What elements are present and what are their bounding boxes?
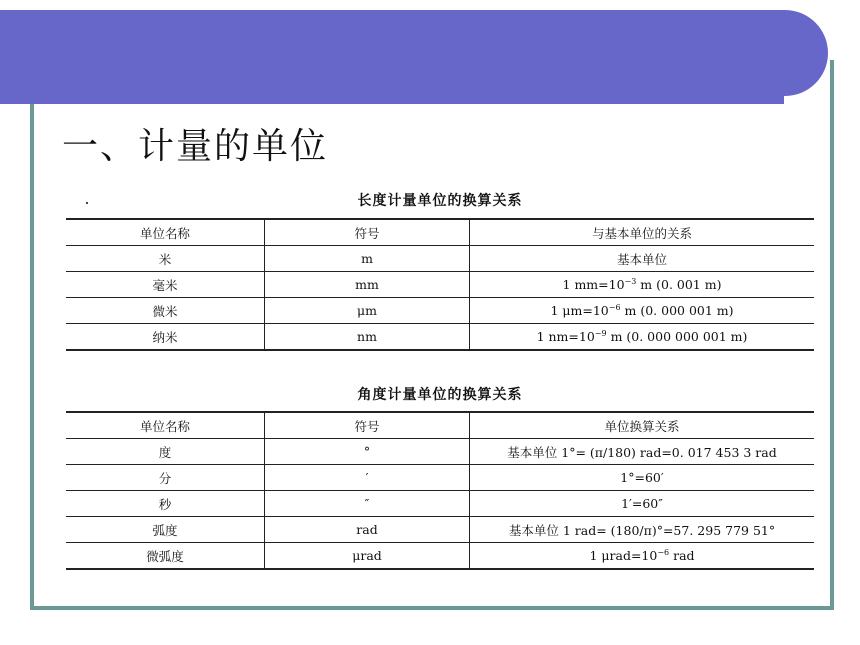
table-row bbox=[66, 246, 814, 272]
table-row bbox=[66, 272, 814, 298]
column-header: 单位名称 bbox=[66, 412, 265, 439]
column-header: 单位名称 bbox=[66, 219, 265, 246]
header-underline bbox=[0, 96, 784, 104]
angle-table-caption: 角度计量单位的换算关系 bbox=[357, 387, 523, 403]
relation-exponent: −6 bbox=[657, 548, 670, 557]
unit-symbol-cell: ″ bbox=[265, 491, 470, 517]
relation-base: 1 μm=10 bbox=[550, 303, 609, 318]
unit-relation-cell: 基本单位 1 rad= (180/π)°=57. 295 779 51° bbox=[470, 517, 815, 543]
column-header: 单位换算关系 bbox=[470, 412, 815, 439]
relation-rest: m (0. 000 000 001 m) bbox=[606, 329, 748, 344]
table-row bbox=[66, 465, 814, 491]
table-header-row bbox=[66, 412, 814, 439]
unit-symbol-cell: μrad bbox=[265, 543, 470, 570]
unit-relation-cell: 基本单位 bbox=[470, 246, 815, 272]
unit-name-cell: 米 bbox=[66, 246, 265, 272]
table-row bbox=[66, 439, 814, 465]
length-table-caption: 长度计量单位的换算关系 bbox=[357, 193, 523, 209]
unit-relation-cell bbox=[470, 272, 815, 298]
relation-base: 1 μrad=10 bbox=[589, 548, 658, 563]
unit-symbol-cell: ° bbox=[265, 439, 470, 465]
relation-exponent: −3 bbox=[624, 277, 637, 286]
unit-symbol-cell: μm bbox=[265, 298, 470, 324]
relation-rest: rad bbox=[669, 548, 695, 563]
unit-relation-cell: 1°=60′ bbox=[470, 465, 815, 491]
unit-relation-cell bbox=[470, 543, 815, 570]
unit-name-cell: 秒 bbox=[66, 491, 265, 517]
column-header: 符号 bbox=[265, 412, 470, 439]
table-row bbox=[66, 517, 814, 543]
table-row bbox=[66, 298, 814, 324]
unit-relation-cell: 1′=60″ bbox=[470, 491, 815, 517]
relation-rest: m (0. 000 001 m) bbox=[620, 303, 734, 318]
unit-name-cell: 微米 bbox=[66, 298, 265, 324]
unit-name-cell: 弧度 bbox=[66, 517, 265, 543]
table-header-row bbox=[66, 219, 814, 246]
table-row bbox=[66, 324, 814, 351]
slide-title: 一、计量的单位 bbox=[62, 126, 329, 167]
relation-exponent: −6 bbox=[608, 303, 621, 312]
unit-name-cell: 度 bbox=[66, 439, 265, 465]
header-banner bbox=[0, 10, 828, 96]
unit-symbol-cell: rad bbox=[265, 517, 470, 543]
relation-exponent: −9 bbox=[594, 329, 607, 338]
length-table bbox=[66, 218, 814, 351]
unit-name-cell: 纳米 bbox=[66, 324, 265, 351]
unit-name-cell: 微弧度 bbox=[66, 543, 265, 570]
unit-symbol-cell: mm bbox=[265, 272, 470, 298]
unit-symbol-cell: nm bbox=[265, 324, 470, 351]
angle-table bbox=[66, 411, 814, 570]
table-row bbox=[66, 543, 814, 570]
unit-relation-cell bbox=[470, 324, 815, 351]
column-header: 与基本单位的关系 bbox=[470, 219, 815, 246]
unit-relation-cell bbox=[470, 298, 815, 324]
unit-symbol-cell: m bbox=[265, 246, 470, 272]
unit-name-cell: 分 bbox=[66, 465, 265, 491]
column-header: 符号 bbox=[265, 219, 470, 246]
unit-symbol-cell: ′ bbox=[265, 465, 470, 491]
unit-name-cell: 毫米 bbox=[66, 272, 265, 298]
table-row bbox=[66, 491, 814, 517]
unit-relation-cell: 基本单位 1°= (π/180) rad=0. 017 453 3 rad bbox=[470, 439, 815, 465]
relation-rest: m (0. 001 m) bbox=[636, 277, 722, 292]
relation-base: 1 nm=10 bbox=[536, 329, 595, 344]
relation-base: 1 mm=10 bbox=[562, 277, 625, 292]
